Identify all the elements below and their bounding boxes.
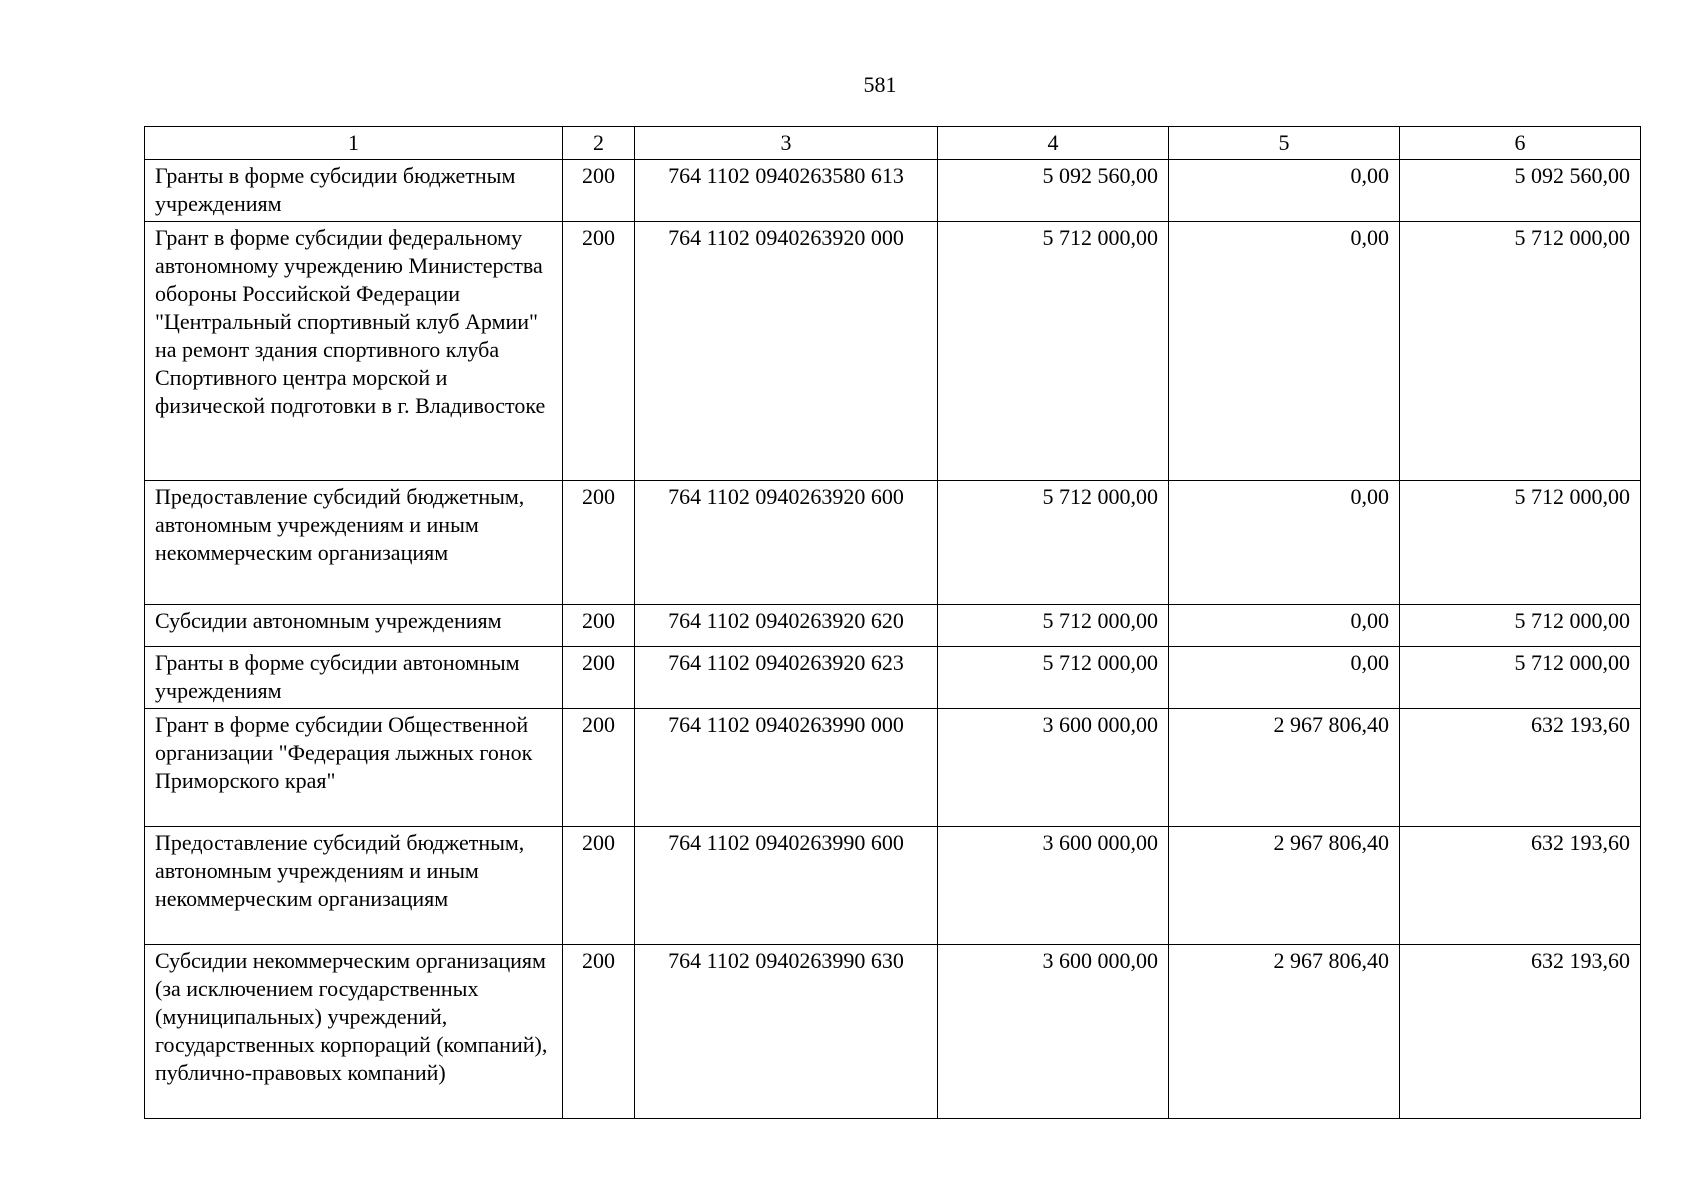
page-number: 581 [863,72,897,97]
row-col4: 3 600 000,00 [938,709,1169,827]
row-name: Предоставление субсидий бюджетным, автономным учреждениям и иным некоммерческим организациям [145,827,563,945]
row-col5: 2 967 806,40 [1169,945,1400,1119]
row-classification: 764 1102 0940263990 630 [635,945,938,1119]
header-col-6: 6 [1400,127,1641,160]
row-code: 200 [563,481,635,605]
row-classification: 764 1102 0940263920 623 [635,647,938,709]
row-code: 200 [563,605,635,647]
row-classification: 764 1102 0940263580 613 [635,160,938,222]
budget-table [144,126,1641,1119]
row-col6: 632 193,60 [1400,945,1641,1119]
table-row [145,647,1641,709]
header-col-2: 2 [563,127,635,160]
row-name: Грант в форме субсидии федеральному автономному учреждению Министерства обороны Российской Федерации "Центральный спортивный клуб Армии" на ремонт здания спортивного клуба Спортивного центра морской и физической подготовки в г. Владивостоке [145,222,563,481]
row-col6: 5 092 560,00 [1400,160,1641,222]
table-row [145,945,1641,1119]
table-row [145,827,1641,945]
row-col6: 5 712 000,00 [1400,647,1641,709]
row-classification: 764 1102 0940263920 620 [635,605,938,647]
row-col5: 2 967 806,40 [1169,709,1400,827]
row-name: Гранты в форме субсидии автономным учреждениям [145,647,563,709]
row-col6: 5 712 000,00 [1400,605,1641,647]
table-header-row [145,127,1641,160]
header-col-1: 1 [145,127,563,160]
table-row [145,481,1641,605]
table-row [145,709,1641,827]
row-col5: 0,00 [1169,481,1400,605]
row-col6: 5 712 000,00 [1400,481,1641,605]
row-code: 200 [563,647,635,709]
header-col-4: 4 [938,127,1169,160]
row-col6: 632 193,60 [1400,709,1641,827]
row-code: 200 [563,222,635,481]
row-col4: 5 092 560,00 [938,160,1169,222]
table-row [145,160,1641,222]
header-col-5: 5 [1169,127,1400,160]
row-col4: 5 712 000,00 [938,222,1169,481]
row-name: Субсидии автономным учреждениям [145,605,563,647]
row-col5: 0,00 [1169,647,1400,709]
row-col5: 2 967 806,40 [1169,827,1400,945]
row-col4: 5 712 000,00 [938,605,1169,647]
row-col4: 5 712 000,00 [938,481,1169,605]
row-classification: 764 1102 0940263990 000 [635,709,938,827]
row-code: 200 [563,945,635,1119]
row-col4: 5 712 000,00 [938,647,1169,709]
row-name: Субсидии некоммерческим организациям (за исключением государственных (муниципальных) учреждений, государственных корпораций (компаний), публично-правовых компаний) [145,945,563,1119]
row-name: Гранты в форме субсидии бюджетным учреждениям [145,160,563,222]
row-name: Грант в форме субсидии Общественной организации "Федерация лыжных гонок Приморского края" [145,709,563,827]
row-col5: 0,00 [1169,222,1400,481]
row-classification: 764 1102 0940263990 600 [635,827,938,945]
row-col5: 0,00 [1169,605,1400,647]
row-code: 200 [563,709,635,827]
row-classification: 764 1102 0940263920 000 [635,222,938,481]
row-name: Предоставление субсидий бюджетным, автономным учреждениям и иным некоммерческим организациям [145,481,563,605]
row-col4: 3 600 000,00 [938,827,1169,945]
row-code: 200 [563,160,635,222]
row-col4: 3 600 000,00 [938,945,1169,1119]
row-col6: 632 193,60 [1400,827,1641,945]
header-col-3: 3 [635,127,938,160]
row-col6: 5 712 000,00 [1400,222,1641,481]
row-col5: 0,00 [1169,160,1400,222]
table-row [145,222,1641,481]
table-row [145,605,1641,647]
row-code: 200 [563,827,635,945]
row-classification: 764 1102 0940263920 600 [635,481,938,605]
